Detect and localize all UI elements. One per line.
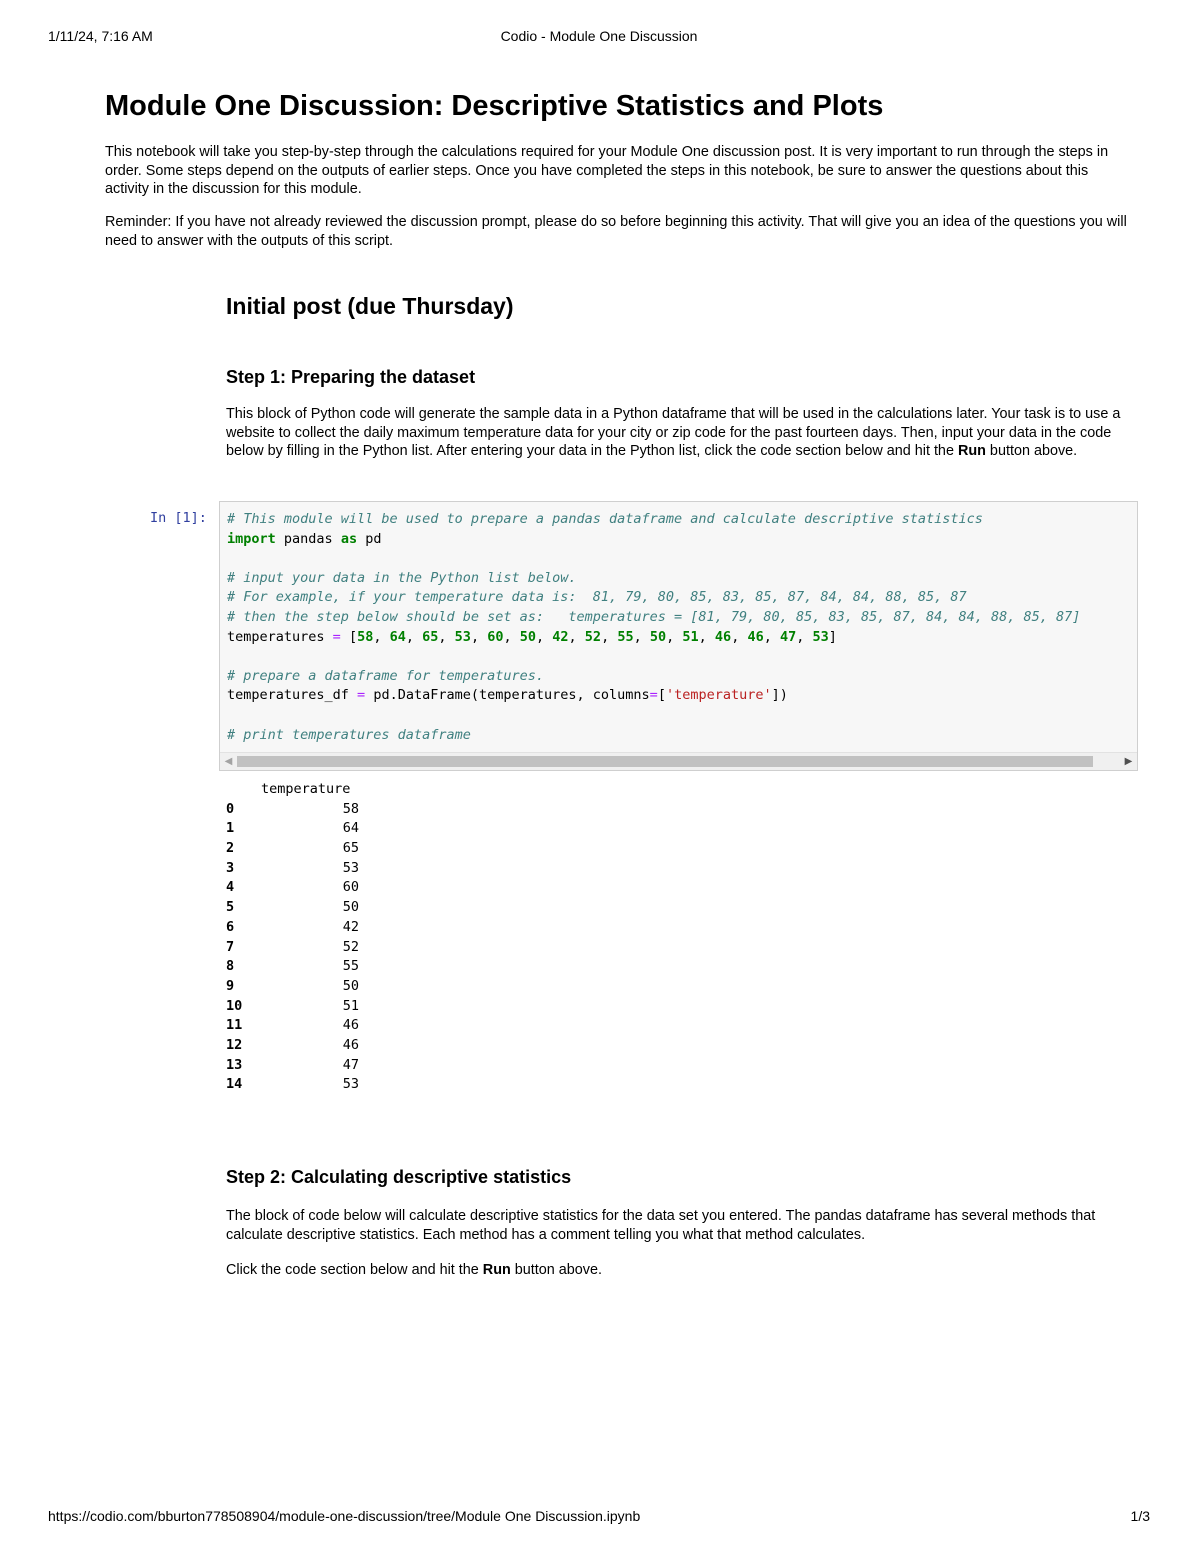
print-title: Codio - Module One Discussion <box>500 28 698 44</box>
step2-heading: Step 2: Calculating descriptive statistics <box>226 1167 572 1187</box>
output-row: 8 55 <box>226 958 359 975</box>
output-row: 2 65 <box>226 840 359 857</box>
step2-description: The block of code below will calculate descriptive statistics for the data set you entered. The pandas dataframe has several methods that calculate descriptive statistics. Each method has a comment telling you what that method calculates. <box>226 1208 1096 1243</box>
print-url: https://codio.com/bburton778508904/module-one-discussion/tree/Module One Discussion.ipynb <box>48 1508 641 1524</box>
intro-paragraph: This notebook will take you step-by-step through the calculations required for your Module One discussion post. It is very important to run through the steps in order. Some steps depend on the outputs of earlier steps. Once you have completed the steps in this notebook, be sure to answer the questions about this activity in the discussion for this module. <box>105 144 1109 197</box>
initial-post-heading: Initial post (due Thursday) <box>226 293 514 319</box>
step1-heading: Step 1: Preparing the dataset <box>226 367 476 387</box>
output-row: 11 46 <box>226 1017 359 1034</box>
output-row: 14 53 <box>226 1076 359 1093</box>
step1-description: This block of Python code will generate the sample data in a Python dataframe that will be used in the calculations later. Your task is to use a website to collect the daily maximum temperature data for your city or zip code for the past fourteen days. Then, input your data in the code below by filling in the Python list. After entering your data in the Python list, click the code section below and hit the Run button above. <box>226 406 1121 460</box>
print-footer <box>48 1508 1150 1528</box>
output-row: 10 51 <box>226 997 359 1014</box>
code-editor[interactable]: # This module will be used to prepare a pandas dataframe and calculate descriptive statistics import pandas as pd # input your data in the Python list below. # For example, if your temperature data is: 81, 79, 80, 85, 83, 85, 87, 84, 84, 88, 85, 87 # then the step below should be set as: temperatures = [81, 79, 80, 85, 83, 85, 87, 84, 84, 88, 85, 87] temperatures = [58, 64, 65, 53, 60, 50, 42, 52, 55, 50, 51, 46, 46, 47, 53] # prepare a dataframe for temperatures. temperatures_df = pd.DataFrame(temperatures, columns=['temperature']) # print temperatures dataframe <box>227 511 1081 743</box>
run-keyword: Run <box>482 1262 511 1278</box>
output-row: 9 50 <box>226 977 359 994</box>
page-number: 1/3 <box>1130 1508 1150 1524</box>
output-row: 7 52 <box>226 938 359 955</box>
output-row: 1 64 <box>226 820 359 837</box>
output-row: 0 58 <box>226 800 359 817</box>
output-row: 3 53 <box>226 859 359 876</box>
scroll-left-arrow-icon[interactable]: ◀ <box>224 756 233 767</box>
horizontal-scrollbar[interactable] <box>220 752 1137 770</box>
output-row: 13 47 <box>226 1056 359 1073</box>
output-row: 4 60 <box>226 879 359 896</box>
run-keyword: Run <box>957 443 986 460</box>
cell-prompt: In [1]: <box>150 510 207 526</box>
print-header <box>48 28 1150 48</box>
print-date: 1/11/24, 7:16 AM <box>48 28 153 44</box>
scroll-right-arrow-icon[interactable]: ▶ <box>1124 756 1133 767</box>
scrollbar-thumb[interactable] <box>237 756 1093 767</box>
step2-instruction: Click the code section below and hit the Run button above. <box>226 1262 602 1278</box>
reminder-paragraph: Reminder: If you have not already reviewed the discussion prompt, please do so before beginning this activity. That will give you an idea of the questions you will need to answer with the outputs of this script. <box>105 214 1127 249</box>
page-title: Module One Discussion: Descriptive Statistics and Plots <box>105 90 884 122</box>
output-row: 6 42 <box>226 918 359 935</box>
code-cell[interactable] <box>219 501 1138 771</box>
output-column-header: temperature <box>261 781 351 797</box>
cell-output <box>226 780 366 1095</box>
output-row: 12 46 <box>226 1036 359 1053</box>
output-row: 5 50 <box>226 899 359 916</box>
